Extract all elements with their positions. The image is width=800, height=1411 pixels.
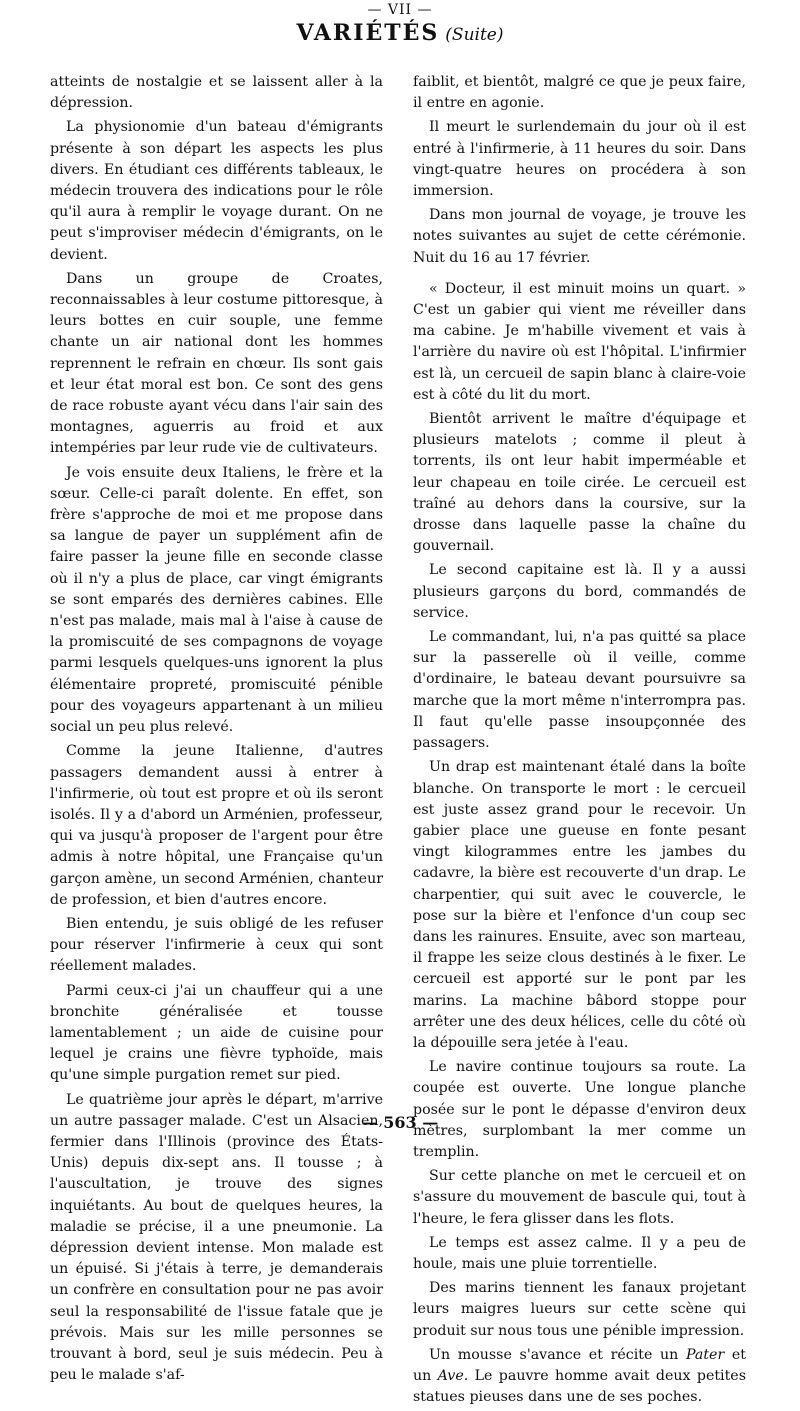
text-run: Le pauvre homme avait deux petites statues pieuses dans une de ses poches. <box>413 1367 746 1406</box>
page-number: — 563 — <box>361 1113 439 1132</box>
journal-paragraph: « Docteur, il est minuit moins un quart. » C'est un gabier qui vient me réveiller dans ma cabine. Je m'habille vivement et vais à l'arrière du navire où est l'hôpital. L'infirmier est là, un cercueil de sapin blanc à claire-voie est à côté du lit du mort. <box>413 280 746 403</box>
right-column <box>413 72 746 1411</box>
latin-term: Pater <box>685 1346 725 1363</box>
paragraph: Le quatrième jour après le départ, m'arrive un autre passager malade. C'est un Alsacien, fermier dans l'Illinois (province des États-Unis) depuis dix-sept ans. Il tousse ; à l'auscultation, je trouve des signes inquiétants. Au bout de quelques heures, la maladie se précise, il a une pneumonie. La dépression devient intense. Mon malade est un épuisé. Si j'étais à terre, je demanderais un confrère en consultation pour ne pas avoir seul la responsabilité de l'issue fatale que je prévois. Mais sur les mille personnes se trouvant à bord, seul je suis médecin. Peu à peu le malade s'af- <box>50 1091 383 1384</box>
journal-paragraph: Un drap est maintenant étalé dans la boîte blanche. On transporte le mort : le cercueil est juste assez grand pour le recevoir. Un gabier place une gueuse en fonte pesant vingt kilogrammes entre les jambes du cadavre, la bière est recouverte d'un drap. Le charpentier, qui suit avec le couvercle, le pose sur la bière et l'enfonce d'un coup sec dans les rainures. Ensuite, avec son marteau, il frappe les seize clous destinés à le fixer. Le cercueil est apporté sur le pont par les marins. La machine bâbord stoppe pour arrêter une des deux hélices, celle du côté où la dépouille sera jetée à l'eau. <box>413 759 746 1051</box>
latin-term: Ave. <box>437 1367 469 1384</box>
section-title-text: VARIÉTÉS <box>296 20 440 46</box>
paragraph: Parmi ceux-ci j'ai un chauffeur qui a une bronchite généralisée et tousse lamentablement ; un aide de cuisine pour lequel je crains une fièvre typhoïde, mais qu'une simple purgation remet sur pied. <box>50 982 383 1084</box>
paragraph: La physionomie d'un bateau d'émigrants présente à son départ les aspects les plus divers. En étudiant ces différents tableaux, le médecin trouvera des indications pour le rôle qu'il aura à remplir le voyage durant. On ne peut s'improviser médecin d'émigrants, on le devient. <box>50 119 383 263</box>
section-title <box>0 20 800 46</box>
journal-paragraph-last <box>413 1345 746 1409</box>
paragraph: Il meurt le surlendemain du jour où il est entré à l'infirmerie, à 11 heures du soir. Dans vingt-quatre heures on procédera à son immersion. <box>413 119 746 200</box>
paragraph: Comme la jeune Italienne, d'autres passagers demandent aussi à entrer à l'infirmerie, où tout est propre et où ils seront isolés. Il y a d'abord un Arménien, professeur, qui va jusqu'à proposer de l'argent pour être admis à notre hôpital, une Française qu'un garçon amène, un second Arménien, chanteur de profession, et bien d'autres encore. <box>50 743 383 908</box>
journal-paragraph: Bientôt arrivent le maître d'équipage et plusieurs matelots ; comme il pleut à torrents, ils ont leur habit imperméable et leur chapeau en toile cirée. Le cercueil est traîné au dehors dans la coursive, sur la drosse dans laquelle passe la chaîne du gouvernail. <box>413 411 746 555</box>
journal-paragraph: Le temps est assez calme. Il y a peu de houle, mais une pluie torrentielle. <box>413 1234 746 1272</box>
paragraph: Bien entendu, je suis obligé de les refuser pour réserver l'infirmerie à ceux qui sont réellement malades. <box>50 915 383 975</box>
section-title-suffix: (Suite) <box>445 25 504 45</box>
journal-paragraph: Le navire continue toujours sa route. La coupée est ouverte. Une longue planche posée sur le pont le dépasse d'environ deux mètres, surplombant la mer comme un tremplin. <box>413 1059 746 1160</box>
journal-paragraph: Le commandant, lui, n'a pas quitté sa place sur la passerelle où il veille, comme d'ordinaire, le bateau devant poursuivre sa marche que la mort même n'interrompra pas. Il faut qu'elle passe insoupçonnée des passagers. <box>413 629 746 752</box>
text-run: et un <box>413 1346 747 1384</box>
text-run: Un mousse s'avance et récite un <box>429 1346 686 1363</box>
journal-paragraph: Le second capitaine est là. Il y a aussi plusieurs garçons du bord, commandés de service. <box>413 562 746 621</box>
paragraph: Je vois ensuite deux Italiens, le frère et la sœur. Celle-ci paraît dolente. En effet, son frère s'approche de moi et me propose dans sa langue de payer un supplément afin de faire passer la jeune fille en seconde classe où il n'y a plus de place, car vingt émigrants se sont emparés des dernières cabines. Elle n'est pas malade, mais mal à l'aise à cause de la promiscuité de ses compagnons de voyage parmi lesquels quelques-uns ignorent la plus élémentaire propreté, promiscuité pénible pour des voyageurs appartenant à un milieu social un peu plus relevé. <box>50 464 383 736</box>
roman-page-marker: — VII — <box>367 2 433 18</box>
paragraph: Dans un groupe de Croates, reconnaissables à leur costume pittoresque, à leurs bottes en cuir souple, une femme chante un air national dont les hommes reprennent le refrain en chœur. Ils sont gais et leur état moral est bon. Ce sont des gens de race robuste ayant vécu dans l'air sain des montagnes, aguerris au froid et aux intempéries par leur rude vie de cultivateurs. <box>50 270 383 457</box>
journal-paragraph: Sur cette planche on met le cercueil et on s'assure du mouvement de bascule qui, tout à l'heure, le fera glisser dans les flots. <box>413 1168 746 1227</box>
paragraph: atteints de nostalgie et se laissent aller à la dépression. <box>50 74 383 112</box>
journal-paragraph: Des marins tiennent les fanaux projetant leurs maigres lueurs sur cette scène qui produit sur nous tous une pénible impression. <box>413 1280 746 1339</box>
left-column <box>50 72 383 1389</box>
paragraph: faiblit, et bientôt, malgré ce que je peux faire, il entre en agonie. <box>413 74 746 112</box>
paragraph: Dans mon journal de voyage, je trouve les notes suivantes au sujet de cette cérémonie. Nuit du 16 au 17 février. <box>413 207 746 266</box>
